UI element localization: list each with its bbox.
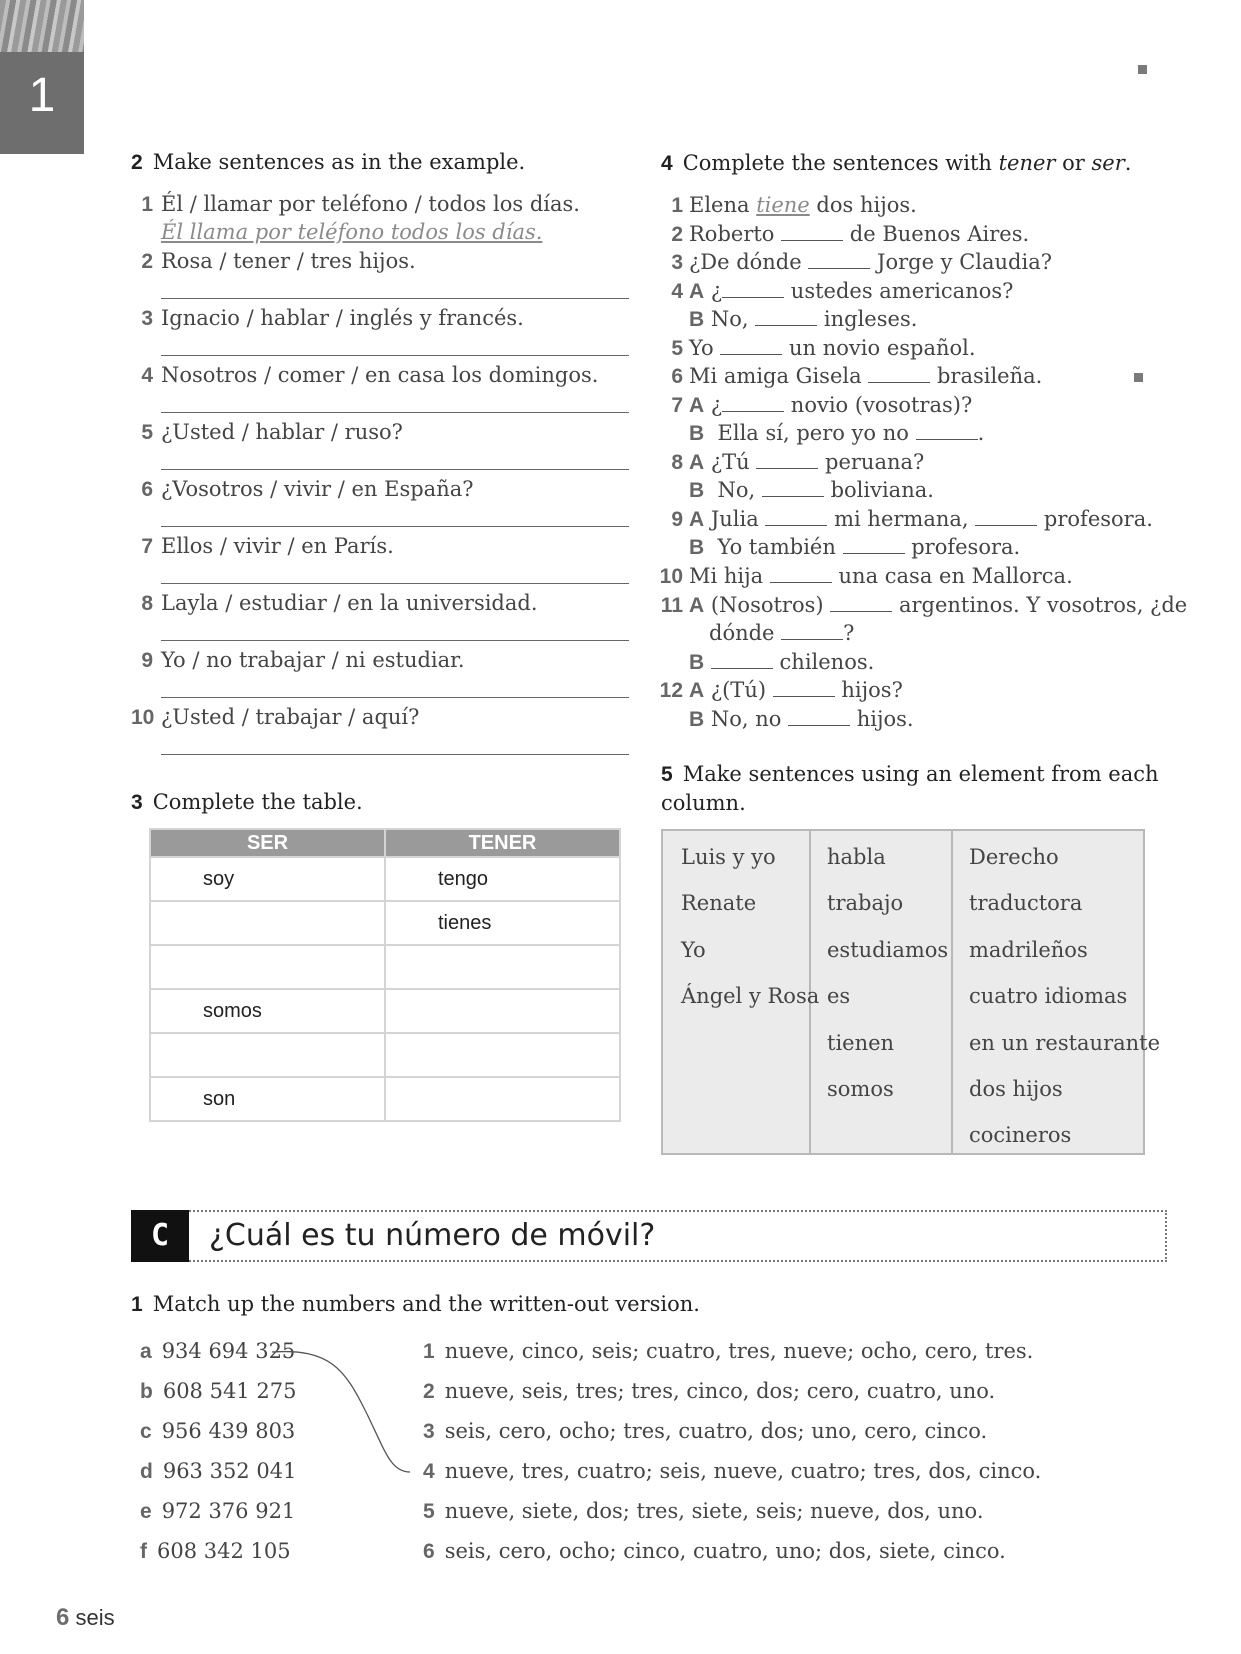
sentence-text: ? <box>843 621 855 645</box>
ex4-sentence <box>689 478 934 503</box>
item-number: 9 <box>671 508 683 531</box>
item-letter: f <box>140 1540 147 1563</box>
sentence-text: No, no <box>710 707 789 731</box>
sentence-text: Roberto <box>689 222 782 246</box>
sentence-text: (Nosotros) <box>710 593 831 617</box>
sentence-text: Elena <box>689 193 757 217</box>
answer-line[interactable] <box>161 526 629 527</box>
ex4-sentence <box>654 393 972 418</box>
item-prompt: ¿Usted / trabajar / aquí? <box>161 705 420 729</box>
answer-line[interactable] <box>161 640 629 641</box>
sentence-text: Mi amiga Gisela <box>689 364 869 388</box>
ex4-sentence <box>654 450 924 475</box>
fill-blank[interactable] <box>830 610 892 612</box>
sentence-text: un novio español. <box>782 336 976 360</box>
table-cell[interactable] <box>385 989 620 1033</box>
fill-blank[interactable] <box>755 324 817 326</box>
table-cell[interactable] <box>150 1033 385 1077</box>
item-number: 4 <box>671 280 683 303</box>
sentence-text: de Buenos Aires. <box>843 222 1030 246</box>
item-prompt: Ignacio / hablar / inglés y francés. <box>161 306 524 330</box>
item-number: 6 <box>141 478 153 501</box>
example-answer: tiene <box>756 193 810 217</box>
sentence-text: boliviana. <box>823 478 934 502</box>
item-number: 6 <box>423 1540 435 1563</box>
word-cell[interactable]: tienen <box>827 1031 895 1055</box>
fill-blank[interactable] <box>756 467 818 469</box>
table-row <box>150 1077 620 1121</box>
ex2-title: Make sentences as in the example. <box>152 150 526 174</box>
item-number: 3 <box>141 307 153 330</box>
phone-number: 972 376 921 <box>161 1499 296 1523</box>
item-letter: d <box>140 1460 153 1483</box>
written-number: seis, cero, ocho; tres, cuatro, dos; uno, cero, cinco. <box>444 1419 988 1443</box>
table-cell[interactable] <box>150 945 385 989</box>
written-number: nueve, seis, tres; tres, cinco, dos; cero, cuatro, uno. <box>444 1379 996 1403</box>
ex4-sentence <box>689 421 984 446</box>
table-row <box>150 857 620 901</box>
word-cell[interactable]: es <box>827 984 851 1008</box>
sentence-text: profesora. <box>904 535 1021 559</box>
ex2-item <box>131 192 580 217</box>
answer-line[interactable] <box>161 355 629 356</box>
table-cell[interactable] <box>385 1077 620 1121</box>
phone-number-item[interactable] <box>140 1499 295 1524</box>
sentence-text: dos hijos. <box>809 193 917 217</box>
item-number: 5 <box>671 337 683 360</box>
item-number: 8 <box>671 451 683 474</box>
written-number-item[interactable] <box>423 1379 995 1404</box>
fill-blank[interactable] <box>868 381 930 383</box>
word-cell[interactable]: madrileños <box>969 938 1088 962</box>
table-cell[interactable]: son <box>150 1077 385 1121</box>
column-header-tener: TENER <box>385 829 620 857</box>
phone-number: 608 541 275 <box>162 1379 297 1403</box>
sentence-text: Jorge y Claudia? <box>870 250 1052 274</box>
ex4-sentence <box>654 336 976 361</box>
item-letter: b <box>140 1380 153 1403</box>
c1-heading <box>131 1292 700 1317</box>
answer-line[interactable] <box>161 298 629 299</box>
ex4-sentence <box>654 222 1029 247</box>
sentence-text: mi hermana, <box>827 507 976 531</box>
speaker-label: A <box>689 594 705 617</box>
table-cell[interactable]: tienes <box>385 901 620 945</box>
item-number: 2 <box>141 250 153 273</box>
sentence-text: ¿ <box>710 279 723 303</box>
sentence-text: Mi hija <box>689 564 770 588</box>
sentence-text: ¿Tú <box>710 450 757 474</box>
item-number: 2 <box>671 223 683 246</box>
fill-blank[interactable] <box>781 239 843 241</box>
written-number: nueve, tres, cuatro; seis, nueve, cuatro; tres, dos, cinco. <box>444 1459 1042 1483</box>
table-cell[interactable]: soy <box>150 857 385 901</box>
item-number: 1 <box>423 1340 435 1363</box>
word-cell[interactable]: cuatro idiomas <box>969 984 1128 1008</box>
section-c-banner <box>131 1210 1167 1260</box>
word-cell[interactable]: dos hijos <box>969 1077 1063 1101</box>
item-number: 4 <box>141 364 153 387</box>
ex4-title-ser: ser <box>1091 151 1125 175</box>
answer-line[interactable] <box>161 754 629 755</box>
item-prompt: ¿Usted / hablar / ruso? <box>161 420 403 444</box>
word-columns-table <box>661 829 1161 1155</box>
written-number: nueve, cinco, seis; cuatro, tres, nueve; ocho, cero, tres. <box>444 1339 1034 1363</box>
word-cell[interactable]: trabajo <box>827 891 904 915</box>
table-row <box>150 901 620 945</box>
sentence-text: hijos. <box>850 707 914 731</box>
word-cell[interactable]: Renate <box>681 891 757 915</box>
ex2-item <box>131 705 419 730</box>
word-cell[interactable]: Yo <box>681 938 706 962</box>
ex4-title-or: or <box>1055 151 1092 175</box>
word-cell[interactable]: somos <box>827 1077 894 1101</box>
ex4-sentence <box>654 564 1073 589</box>
ex2-number: 2 <box>131 151 143 174</box>
ex3-heading <box>131 790 363 815</box>
written-number: seis, cero, ocho; cinco, cuatro, uno; dos, siete, cinco. <box>444 1539 1006 1563</box>
item-prompt: Nosotros / comer / en casa los domingos. <box>161 363 599 387</box>
table-cell[interactable]: tengo <box>385 857 620 901</box>
table-cell[interactable] <box>385 1033 620 1077</box>
word-cell[interactable]: Derecho <box>969 845 1059 869</box>
item-number: 3 <box>671 251 683 274</box>
unit-tab-photo-strip <box>0 0 84 52</box>
word-cell[interactable]: estudiamos <box>827 938 949 962</box>
fill-blank[interactable] <box>720 353 782 355</box>
phone-number: 956 439 803 <box>161 1419 296 1443</box>
fill-blank[interactable] <box>843 552 905 554</box>
ex2-item <box>131 420 403 445</box>
item-number: 1 <box>141 193 153 216</box>
item-letter: e <box>140 1500 152 1523</box>
word-cell[interactable]: Luis y yo <box>681 845 776 869</box>
answer-line[interactable] <box>161 697 629 698</box>
item-prompt: Ellos / vivir / en París. <box>161 534 394 558</box>
sentence-text: Yo también <box>717 535 843 559</box>
answer-line[interactable] <box>161 412 629 413</box>
ex2-item <box>131 648 465 673</box>
sentence-text: profesora. <box>1037 507 1153 531</box>
section-title: ¿Cuál es tu número de móvil? <box>189 1210 1167 1262</box>
item-number: 11 <box>660 594 683 617</box>
fill-blank[interactable] <box>762 495 824 497</box>
sentence-text: ¿De dónde <box>689 250 809 274</box>
speaker-label: B <box>689 536 705 559</box>
speaker-label: B <box>689 422 705 445</box>
word-cell[interactable]: Ángel y Rosa <box>681 984 820 1008</box>
phone-number-item[interactable] <box>140 1539 291 1564</box>
ex2-heading <box>131 150 525 175</box>
table-cell[interactable] <box>150 901 385 945</box>
item-prompt: Layla / estudiar / en la universidad. <box>161 591 538 615</box>
ex4-sentence <box>689 307 917 332</box>
table-cell[interactable] <box>385 945 620 989</box>
phone-number: 934 694 325 <box>161 1339 296 1363</box>
fill-blank[interactable] <box>773 695 835 697</box>
sentence-text: ¿(Tú) <box>710 678 773 702</box>
ex4-heading <box>661 151 1131 176</box>
ex4-sentence <box>654 678 903 703</box>
sentence-text: Julia <box>710 507 766 531</box>
written-number-item[interactable] <box>423 1339 1033 1364</box>
ex5-title-line2: column. <box>661 791 746 815</box>
sentence-text: . <box>977 421 985 445</box>
unit-number: 1 <box>28 69 56 122</box>
item-prompt: Yo / no trabajar / ni estudiar. <box>161 648 465 672</box>
ex4-title-end: . <box>1124 151 1132 175</box>
fill-blank[interactable] <box>722 296 784 298</box>
item-number: 10 <box>131 706 155 729</box>
item-number: 8 <box>141 592 153 615</box>
phone-number: 963 352 041 <box>162 1459 297 1483</box>
ex5-title: Make sentences using an element from each <box>682 762 1159 786</box>
item-number: 5 <box>423 1500 435 1523</box>
item-number: 10 <box>659 565 683 588</box>
sentence-text: una casa en Mallorca. <box>831 564 1073 588</box>
sentence-text: peruana? <box>818 450 925 474</box>
sentence-text: novio (vosotras)? <box>784 393 973 417</box>
speaker-label: B <box>689 708 705 731</box>
speaker-label: B <box>689 308 705 331</box>
written-number: nueve, siete, dos; tres, siete, seis; nueve, dos, uno. <box>444 1499 984 1523</box>
page-number: 6 <box>56 1604 70 1631</box>
sentence-text: argentinos. Y vosotros, ¿de <box>892 593 1188 617</box>
section-letter: C <box>131 1210 189 1262</box>
word-cell[interactable]: habla <box>827 845 886 869</box>
item-number: 3 <box>423 1420 435 1443</box>
ex4-sentence <box>689 707 914 732</box>
table-row <box>150 989 620 1033</box>
sentence-text: No, <box>717 478 762 502</box>
item-number: 7 <box>671 394 683 417</box>
sentence-text: hijos? <box>834 678 903 702</box>
sentence-text: ustedes americanos? <box>784 279 1014 303</box>
item-number: 2 <box>423 1380 435 1403</box>
ex2-item <box>131 249 416 274</box>
item-letter: c <box>140 1420 152 1443</box>
fill-blank[interactable] <box>781 638 843 640</box>
written-number-item[interactable] <box>423 1499 984 1524</box>
fill-blank[interactable] <box>788 724 850 726</box>
item-prompt: Rosa / tener / tres hijos. <box>161 249 416 273</box>
ex4-number: 4 <box>661 152 673 175</box>
ex4-sentence <box>654 593 1187 618</box>
corner-square-marker <box>1138 65 1147 74</box>
item-number: 4 <box>423 1460 435 1483</box>
speaker-label: B <box>689 479 705 502</box>
sentence-text: brasileña. <box>930 364 1043 388</box>
unit-tab <box>0 0 84 154</box>
sentence-text: chilenos. <box>772 650 875 674</box>
item-number: 12 <box>659 679 683 702</box>
ex2-item <box>131 591 538 616</box>
written-number-item[interactable] <box>423 1419 987 1444</box>
sentence-text: ¿ <box>710 393 723 417</box>
ex2-item <box>131 363 598 388</box>
fill-blank[interactable] <box>711 667 773 669</box>
table-header-row <box>150 829 620 857</box>
c1-number: 1 <box>131 1293 143 1316</box>
table-row <box>150 1033 620 1077</box>
item-prompt: ¿Vosotros / vivir / en España? <box>161 477 474 501</box>
ser-tener-table <box>149 828 621 1122</box>
ex2-item <box>131 534 394 559</box>
example-match-connector <box>270 1340 420 1480</box>
ex2-item <box>131 306 524 331</box>
c1-title: Match up the numbers and the written-out version. <box>152 1292 700 1316</box>
answer-line[interactable] <box>161 469 629 470</box>
phone-number: 608 342 105 <box>157 1539 291 1563</box>
word-cell[interactable]: traductora <box>969 891 1083 915</box>
ex2-example-answer: Él llama por teléfono todos los días. <box>161 220 543 244</box>
item-number: 6 <box>671 365 683 388</box>
item-prompt: Él / llamar por teléfono / todos los días. <box>161 192 580 216</box>
ex4-sentence <box>709 621 854 645</box>
ex4-sentence <box>654 507 1153 532</box>
fill-blank[interactable] <box>975 524 1037 526</box>
ex3-title: Complete the table. <box>152 790 363 814</box>
sentence-text: No, <box>710 307 756 331</box>
page-footer <box>56 1604 115 1632</box>
ex5-heading <box>661 762 1159 787</box>
fill-blank[interactable] <box>770 581 832 583</box>
table-cell[interactable]: somos <box>150 989 385 1033</box>
ex2-item <box>131 477 474 502</box>
fill-blank[interactable] <box>808 267 870 269</box>
column-header-ser: SER <box>150 829 385 857</box>
ex4-title-tener: tener <box>998 151 1056 175</box>
item-number: 9 <box>141 649 153 672</box>
fill-blank[interactable] <box>765 524 827 526</box>
ex4-sentence <box>689 535 1020 560</box>
sentence-text: dónde <box>709 621 782 645</box>
speaker-label: A <box>689 679 705 702</box>
fill-blank[interactable] <box>722 410 784 412</box>
word-cell[interactable]: cocineros <box>969 1123 1072 1147</box>
speaker-label: A <box>689 394 705 417</box>
sentence-text: ingleses. <box>817 307 918 331</box>
fill-blank[interactable] <box>916 438 978 440</box>
item-number: 7 <box>141 535 153 558</box>
speaker-label: A <box>689 280 705 303</box>
item-number: 1 <box>671 194 683 217</box>
speaker-label: A <box>689 451 705 474</box>
ex4-sentence <box>689 650 874 675</box>
sentence-text: Ella sí, pero yo no <box>717 421 916 445</box>
ex4-sentence <box>654 279 1013 304</box>
side-square-marker <box>1134 373 1143 382</box>
ex4-sentence <box>654 193 917 218</box>
item-number: 5 <box>141 421 153 444</box>
answer-line[interactable] <box>161 583 629 584</box>
speaker-label: A <box>689 508 705 531</box>
ex3-number: 3 <box>131 791 143 814</box>
word-cell[interactable]: en un restaurante <box>969 1031 1161 1055</box>
written-number-item[interactable] <box>423 1539 1006 1564</box>
table-row <box>150 945 620 989</box>
sentence-text: Yo <box>689 336 721 360</box>
page-word: seis <box>75 1605 115 1630</box>
ex5-number: 5 <box>661 763 673 786</box>
ex4-title-text: Complete the sentences with <box>682 151 999 175</box>
written-number-item[interactable] <box>423 1459 1041 1484</box>
ex4-sentence <box>654 364 1042 389</box>
speaker-label: B <box>689 651 705 674</box>
item-letter: a <box>140 1340 152 1363</box>
ex4-sentence <box>654 250 1052 275</box>
